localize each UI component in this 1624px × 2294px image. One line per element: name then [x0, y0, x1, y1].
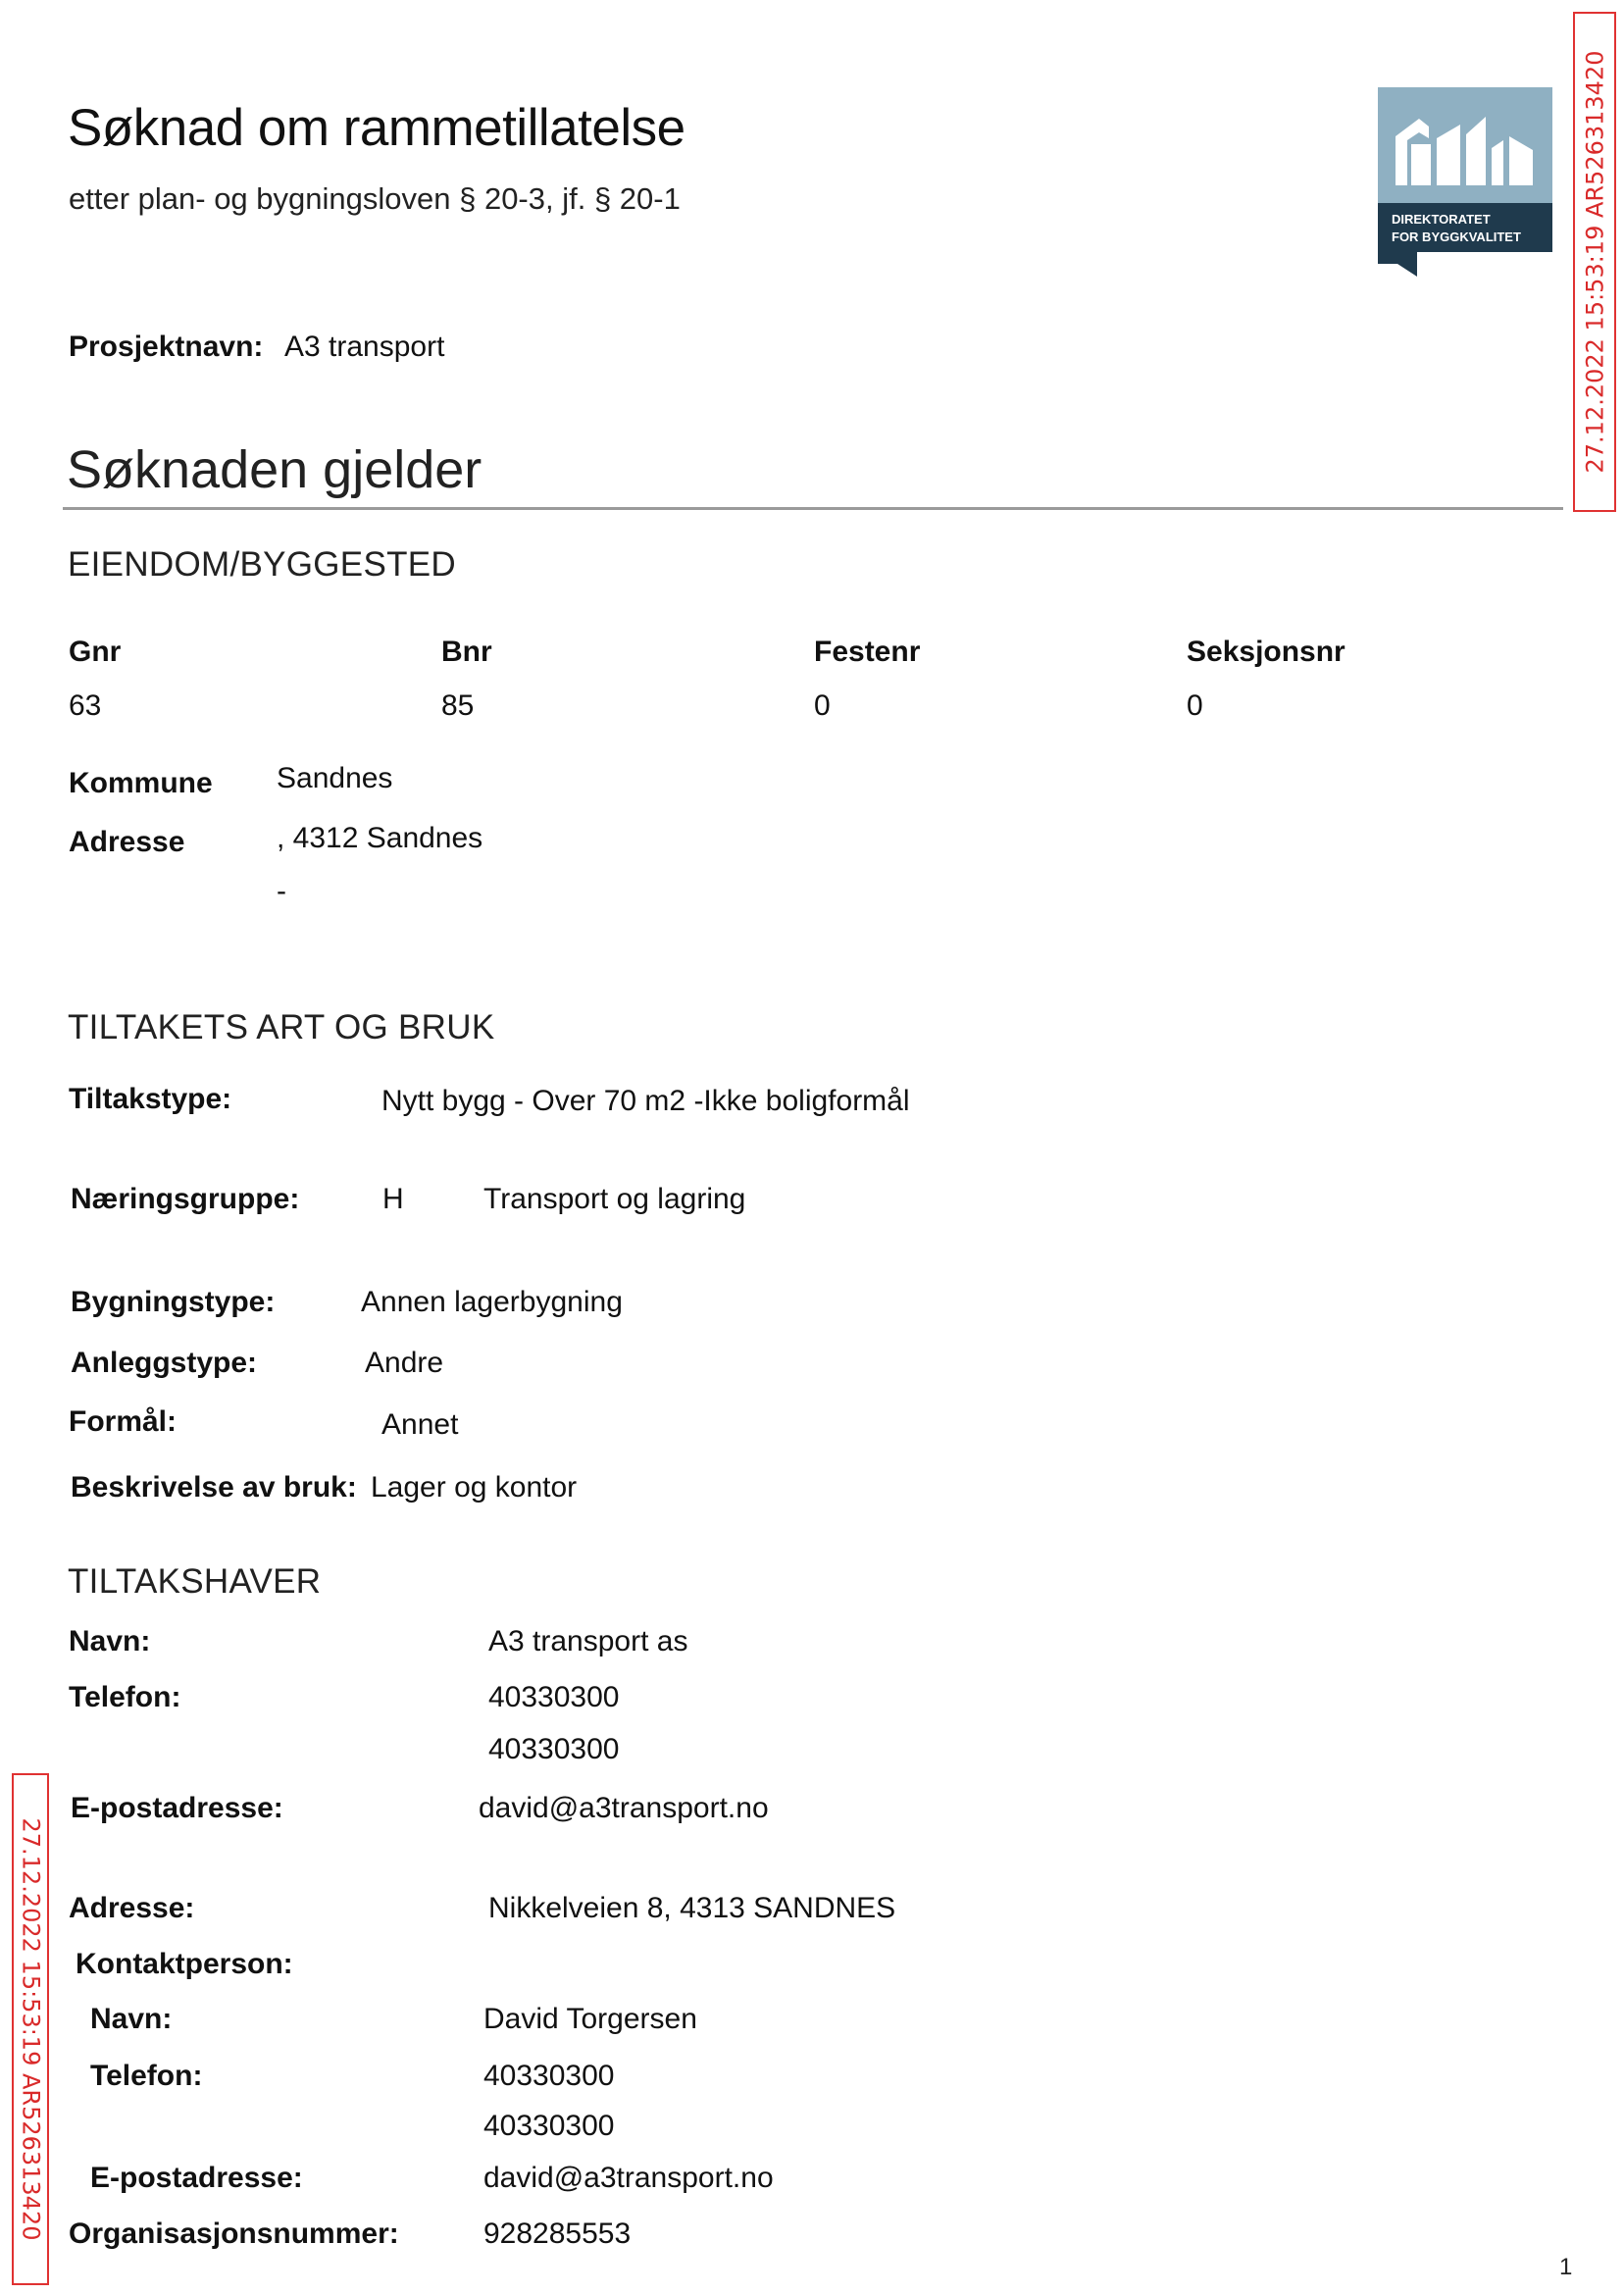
tiltakshaver-adresse-value: Nikkelveien 8, 4313 SANDNES — [488, 1892, 896, 1924]
archive-stamp-top — [1573, 12, 1616, 512]
document-subtitle: etter plan- og bygningsloven § 20-3, jf. § 20-1 — [69, 181, 681, 216]
logo-line1: DIREKTORATET — [1392, 212, 1491, 227]
formal-label: Formål: — [69, 1405, 178, 1438]
eiendom-heading: EIENDOM/BYGGESTED — [68, 545, 456, 584]
dibk-logo — [1378, 87, 1552, 277]
festenr-label: Festenr — [814, 636, 921, 668]
project-name-value: A3 transport — [284, 331, 445, 363]
anleggstype-value: Andre — [365, 1347, 444, 1379]
bygningstype-value: Annen lagerbygning — [361, 1286, 623, 1318]
kommune-value: Sandnes — [277, 762, 393, 794]
gnr-value: 63 — [69, 689, 102, 722]
kontakt-navn-label: Navn: — [90, 2003, 173, 2035]
adresse-line1: , 4312 Sandnes — [277, 822, 483, 854]
tiltakshaver-adresse-label: Adresse: — [69, 1892, 195, 1924]
naeringsgruppe-label: Næringsgruppe: — [71, 1183, 300, 1215]
tiltakshaver-epost-label: E-postadresse: — [71, 1792, 283, 1824]
bygningstype-label: Bygningstype: — [71, 1286, 276, 1318]
beskrivelse-value: Lager og kontor — [371, 1471, 578, 1504]
section-title: Søknaden gjelder — [67, 440, 482, 499]
tiltakstype-label: Tiltakstype: — [69, 1083, 232, 1115]
bnr-value: 85 — [441, 689, 475, 722]
seksjonsnr-label: Seksjonsnr — [1187, 636, 1345, 668]
beskrivelse-label: Beskrivelse av bruk: — [71, 1471, 357, 1504]
naeringsgruppe-code: H — [382, 1183, 404, 1215]
kontaktperson-label: Kontaktperson: — [76, 1948, 293, 1980]
festenr-value: 0 — [814, 689, 831, 722]
tiltakshaver-navn-value: A3 transport as — [488, 1625, 688, 1657]
logo-line2: FOR BYGGKVALITET — [1392, 229, 1521, 244]
gnr-label: Gnr — [69, 636, 122, 668]
kontakt-telefon-value1: 40330300 — [483, 2060, 615, 2092]
page-number: 1 — [1559, 2254, 1573, 2280]
formal-value: Annet — [381, 1408, 459, 1441]
section-divider — [63, 507, 1563, 510]
kontakt-telefon-value2: 40330300 — [483, 2110, 615, 2142]
orgnr-label: Organisasjonsnummer: — [69, 2218, 399, 2250]
tiltakshaver-telefon-value2: 40330300 — [488, 1733, 620, 1765]
seksjonsnr-value: 0 — [1187, 689, 1203, 722]
dibk-logo-icon — [1378, 87, 1552, 277]
bnr-label: Bnr — [441, 636, 492, 668]
anleggstype-label: Anleggstype: — [71, 1347, 258, 1379]
adresse-label: Adresse — [69, 826, 185, 858]
kontakt-epost-label: E-postadresse: — [90, 2162, 303, 2194]
archive-stamp-left-text: 27.12.2022 15:53:19 AR526313420 — [17, 1817, 45, 2241]
tiltakshaver-heading: TILTAKSHAVER — [68, 1562, 322, 1601]
kontakt-telefon-label: Telefon: — [90, 2060, 203, 2092]
archive-stamp-top-text: 27.12.2022 15:53:19 AR526313420 — [1581, 50, 1609, 474]
tiltakstype-value: Nytt bygg - Over 70 m2 -Ikke boligformål — [381, 1085, 910, 1117]
tiltakshaver-telefon-value1: 40330300 — [488, 1681, 620, 1713]
tiltak-heading: TILTAKETS ART OG BRUK — [68, 1008, 495, 1046]
document-title: Søknad om rammetillatelse — [68, 99, 685, 157]
tiltakshaver-epost-value: david@a3transport.no — [479, 1792, 769, 1824]
archive-stamp-left — [12, 1773, 49, 2285]
adresse-line2: - — [277, 875, 286, 907]
tiltakshaver-telefon-label: Telefon: — [69, 1681, 181, 1713]
orgnr-value: 928285553 — [483, 2218, 632, 2250]
tiltakshaver-navn-label: Navn: — [69, 1625, 151, 1657]
kommune-label: Kommune — [69, 767, 213, 799]
kontakt-epost-value: david@a3transport.no — [483, 2162, 774, 2194]
project-name-label: Prosjektnavn: — [69, 331, 264, 363]
naeringsgruppe-value: Transport og lagring — [483, 1183, 746, 1215]
kontakt-navn-value: David Torgersen — [483, 2003, 697, 2035]
